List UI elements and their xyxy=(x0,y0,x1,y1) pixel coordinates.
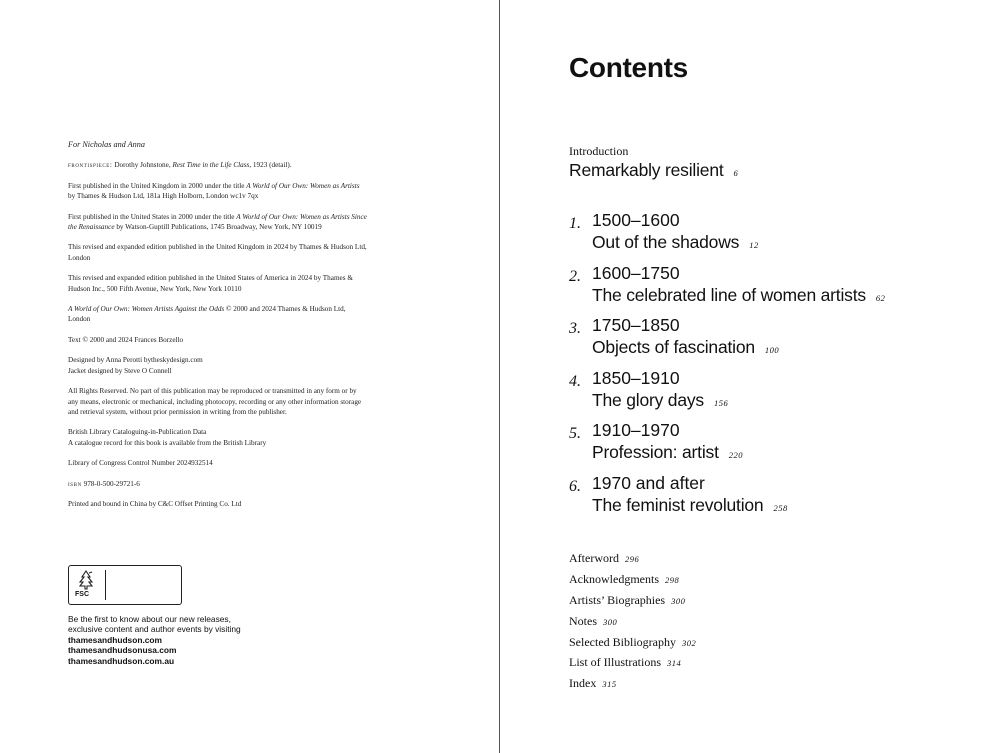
dedication: For Nicholas and Anna xyxy=(68,140,145,149)
us-first-pre: First published in the United States in 2000 under the title xyxy=(68,212,237,221)
chapter-page: 156 xyxy=(713,397,729,408)
uk-first-title: A World of Our Own: Women as Artists xyxy=(246,181,360,190)
backmatter-page: 300 xyxy=(603,616,618,627)
chapter-number: 1. xyxy=(569,215,581,232)
frontispiece-label: frontispiece: xyxy=(68,161,113,170)
chapter-title-line xyxy=(592,337,779,358)
isbn-label: isbn xyxy=(68,479,82,488)
us-first-title: A World of Our Own: Women as Artists Since the Renaissance xyxy=(68,212,367,232)
backmatter-entry xyxy=(569,634,696,655)
backmatter-entry xyxy=(569,550,696,571)
backmatter-page: 296 xyxy=(624,554,640,564)
fsc-divider xyxy=(105,570,106,600)
backmatter-list xyxy=(569,550,696,696)
intro-entry xyxy=(569,160,738,181)
chapter-years: 1850–1910 xyxy=(592,367,680,388)
backmatter-page: 302 xyxy=(681,637,697,648)
backmatter-label: Notes xyxy=(569,613,597,628)
chapter-number: 4. xyxy=(569,372,581,390)
chapter-list xyxy=(569,210,989,525)
fsc-logo-text: FSC xyxy=(75,591,89,598)
chapter-page: 62 xyxy=(875,292,886,303)
backmatter-label: Acknowledgments xyxy=(569,571,659,586)
chapter-years: 1970 and after xyxy=(592,472,705,493)
chapter-title: The feminist revolution xyxy=(592,494,764,515)
chapter-entry xyxy=(569,368,989,421)
frontispiece-year: , 1923 (detail). xyxy=(249,161,292,170)
frontispiece-work: Rest Time in the Life Class xyxy=(172,161,250,170)
backmatter-label: Afterword xyxy=(569,551,619,565)
backmatter-entry xyxy=(569,675,696,696)
uk-first-publication xyxy=(68,181,368,202)
frontispiece-text: Dorothy Johnstone, xyxy=(114,161,173,170)
text-copyright: Text © 2000 and 2024 Frances Borzello xyxy=(68,335,184,344)
chapter-number: 2. xyxy=(569,267,581,285)
chapter-number: 3. xyxy=(569,320,581,337)
fsc-logo xyxy=(68,565,182,605)
chapter-title-line xyxy=(592,442,743,463)
chapter-number: 5. xyxy=(569,425,581,442)
loc-number: Library of Congress Control Number 2024932514 xyxy=(68,459,213,468)
cip-data xyxy=(68,427,368,448)
chapter-years: 1500–1600 xyxy=(592,210,680,230)
website-link-au[interactable]: thamesandhudson.com.au xyxy=(68,655,175,666)
right-page xyxy=(500,0,1000,753)
chapter-title-line xyxy=(592,285,885,306)
backmatter-entry xyxy=(569,571,696,592)
backmatter-label: Artists’ Biographies xyxy=(569,592,666,607)
designer-credit: Designed by Anna Perotti bytheskydesign.com xyxy=(68,356,203,365)
us-first-post: by Watson-Guptill Publications, 1745 Broadway, New York, NY 10019 xyxy=(114,223,322,232)
backmatter-entry xyxy=(569,613,696,634)
rights-statement: All Rights Reserved. No part of this publication may be reproduced or transmitted in any form or by any means, electronic or mechanical, including photocopy, recording or any other information storage and retrieval system, without prior permission in writing from the publisher. xyxy=(68,387,362,416)
chapter-title: The celebrated line of women artists xyxy=(592,284,866,305)
chapter-page: 258 xyxy=(773,502,788,513)
intro-label: Introduction xyxy=(569,144,629,158)
fsc-tree-icon xyxy=(75,569,97,591)
uk-first-pre: First published in the United Kingdom in 2000 under the title xyxy=(68,181,247,190)
contents-title: Contents xyxy=(569,52,688,83)
chapter-years: 1600–1750 xyxy=(592,262,680,283)
promo-text: Be the first to know about our new releases, exclusive content and author events by visiting xyxy=(68,614,241,635)
chapter-title: Out of the shadows xyxy=(592,232,740,252)
chapter-entry xyxy=(569,263,989,316)
intro-title: Remarkably resilient xyxy=(569,160,724,180)
work-copyright-post: © 2000 and 2024 Thames & Hudson Ltd, London xyxy=(68,305,346,324)
chapter-title: Profession: artist xyxy=(592,442,719,462)
printed-line: Printed and bound in China by C&C Offset Printing Co. Ltd xyxy=(68,499,242,508)
backmatter-label: Selected Bibliography xyxy=(569,634,676,649)
chapter-title-line xyxy=(592,390,728,411)
isbn-line xyxy=(68,479,368,489)
frontispiece-credit xyxy=(68,160,368,170)
backmatter-page: 300 xyxy=(671,595,686,606)
chapter-entry xyxy=(569,315,989,368)
chapter-title: Objects of fascination xyxy=(592,337,755,357)
chapter-page: 100 xyxy=(764,345,780,355)
uk-first-post: by Thames & Hudson Ltd, 181a High Holborn, London wc1v 7qx xyxy=(68,192,259,201)
backmatter-label: Index xyxy=(569,676,597,691)
cip-line-1: British Library Cataloguing-in-Publication Data xyxy=(68,428,207,437)
website-link-us[interactable]: thamesandhudsonusa.com xyxy=(68,645,177,656)
backmatter-page: 314 xyxy=(667,658,682,669)
chapter-title-line xyxy=(592,495,788,516)
promo-block xyxy=(68,614,258,666)
chapter-number: 6. xyxy=(569,477,581,495)
backmatter-label: List of Illustrations xyxy=(569,655,661,670)
chapter-entry xyxy=(569,420,989,473)
us-revised-edition: This revised and expanded edition published in the United States of America in 2024 by Thames & Hudson Inc., 500 Fifth Avenue, New York, New York 10110 xyxy=(68,274,353,293)
chapter-years: 1750–1850 xyxy=(592,315,680,335)
intro-page: 6 xyxy=(733,168,739,178)
work-copyright xyxy=(68,304,368,325)
left-page xyxy=(0,0,499,753)
imprint-block xyxy=(68,140,368,519)
chapter-title-line xyxy=(592,232,759,253)
chapter-title: The glory days xyxy=(592,389,704,410)
backmatter-page: 315 xyxy=(602,679,617,690)
chapter-years: 1910–1970 xyxy=(592,420,680,440)
us-first-publication xyxy=(68,212,368,233)
design-credits xyxy=(68,355,368,376)
isbn-value: 978-0-500-29721-6 xyxy=(81,479,140,488)
chapter-entry xyxy=(569,473,989,526)
uk-revised-edition: This revised and expanded edition published in the United Kingdom in 2024 by Thames & Hudson Ltd, London xyxy=(68,243,367,262)
jacket-credit: Jacket designed by Steve O Connell xyxy=(68,366,172,375)
website-link-uk[interactable]: thamesandhudson.com xyxy=(68,634,162,645)
cip-line-2: A catalogue record for this book is available from the British Library xyxy=(68,438,267,447)
chapter-entry xyxy=(569,210,989,263)
chapter-page: 12 xyxy=(749,240,759,250)
chapter-page: 220 xyxy=(728,450,743,460)
backmatter-entry xyxy=(569,654,696,675)
backmatter-page: 298 xyxy=(664,574,680,585)
work-copyright-title: A World of Our Own: Women Artists Against the Odds xyxy=(68,305,225,314)
backmatter-entry xyxy=(569,592,696,613)
